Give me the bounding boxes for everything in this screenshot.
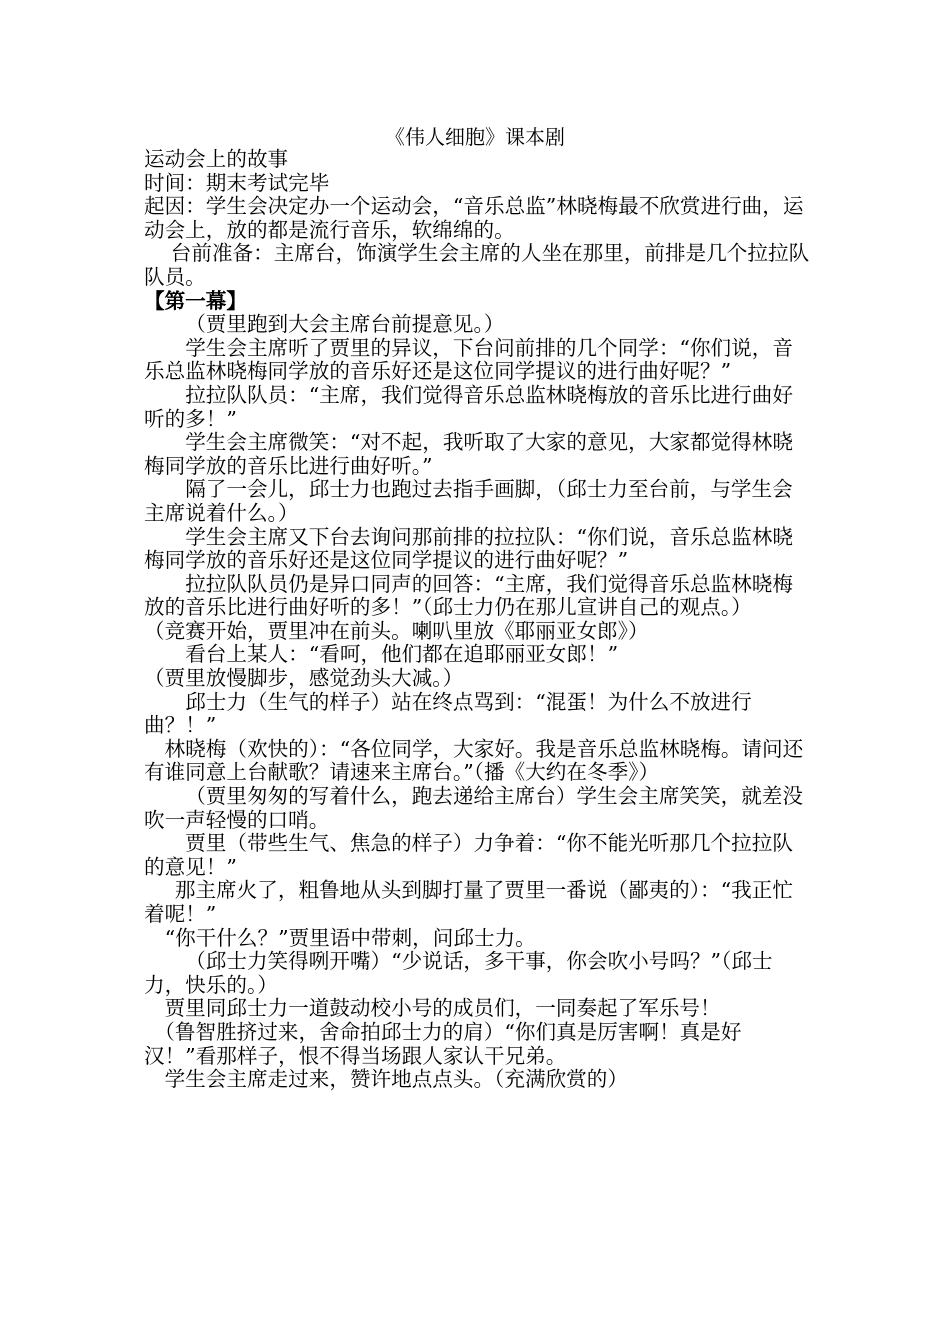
paragraph: （竞赛开始，贾里冲在前头。喇叭里放《耶丽亚女郎》） — [144, 618, 649, 643]
paragraph: 起因：学生会决定办一个运动会，“音乐总监”林晓梅最不欣赏进行曲，运动会上，放的都是流行音乐，软绵绵的。 — [144, 194, 804, 242]
paragraph: （邱士力笑得咧开嘴）“少说话，多干事，你会吹小号吗？”（邱士力，快乐的。） — [144, 949, 773, 997]
document-title: 《伟人细胞》课本剧 — [385, 125, 565, 149]
paragraph: 贾里同邱士力一道鼓动校小号的成员们，一同奏起了军乐号！ — [164, 996, 721, 1021]
paragraph: 隔了一会儿，邱士力也跑过去指手画脚，（邱士力至台前，与学生会主席说着什么。） — [144, 477, 793, 525]
paragraph: 学生会主席走过来，赞许地点点头。（充满欣赏的） — [164, 1067, 628, 1092]
paragraph: 看台上某人：“看呵，他们都在追耶丽亚女郎！” — [185, 642, 619, 667]
paragraph: 拉拉队队员仍是异口同声的回答：“主席，我们觉得音乐总监林晓梅放的音乐比进行曲好听的多！”（邱士力仍在那儿宣讲自己的观点。） — [144, 571, 793, 620]
paragraph: 林晓梅（欢快的）：“各位同学，大家好。我是音乐总监林晓梅。请问还有谁同意上台献歌？请速来主席台。”（播《大约在冬季》） — [144, 736, 804, 785]
paragraph: 学生会主席听了贾里的异议，下台问前排的几个同学：“你们说，音乐总监林晓梅同学放的音乐好还是这位同学提议的进行曲好呢？” — [144, 335, 793, 384]
paragraph: 贾里（带些生气、焦急的样子）力争着：“你不能光听那几个拉拉队的意见！” — [144, 831, 793, 879]
paragraph: 学生会主席又下台去询问那前排的拉拉队：“你们说，音乐总监林晓梅同学放的音乐好还是这位同学提议的进行曲好呢？” — [144, 524, 793, 573]
paragraph: 那主席火了，粗鲁地从头到脚打量了贾里一番说（鄙夷的）：“我正忙着呢！” — [144, 878, 793, 926]
document-body — [144, 148, 810, 1092]
paragraph: 运动会上的故事 — [144, 147, 289, 171]
paragraph: 时间：期末考试完毕 — [144, 170, 330, 195]
paragraph: “你干什么？”贾里语中带刺，问邱士力。 — [164, 925, 536, 950]
paragraph: （鲁智胜挤过来，舍命拍邱士力的肩）“你们真是厉害啊！真是好汉！”看那样子，恨不得当场跟人家认干兄弟。 — [144, 1019, 742, 1068]
paragraph: （贾里放慢脚步，感觉劲头大减。） — [144, 666, 464, 691]
paragraph: （贾里跑到大会主席台前提意见。） — [185, 312, 505, 337]
paragraph: 学生会主席微笑：“对不起，我听取了大家的意见，大家都觉得林晓梅同学放的音乐比进行曲好听。” — [144, 430, 793, 478]
paragraph: （贾里匆匆的写着什么，跑去递给主席台）学生会主席笑笑，就差没吹一声轻慢的口哨。 — [144, 784, 803, 832]
paragraph: 台前准备：主席台，饰演学生会主席的人坐在那里，前排是几个拉拉队队员。 — [144, 241, 810, 289]
paragraph: 拉拉队队员：“主席，我们觉得音乐总监林晓梅放的音乐比进行曲好听的多！” — [144, 382, 793, 431]
paragraph: 邱士力（生气的样子）站在终点骂到：“混蛋！为什么不放进行曲？！” — [144, 689, 752, 738]
paragraph: 【第一幕】 — [144, 288, 247, 313]
